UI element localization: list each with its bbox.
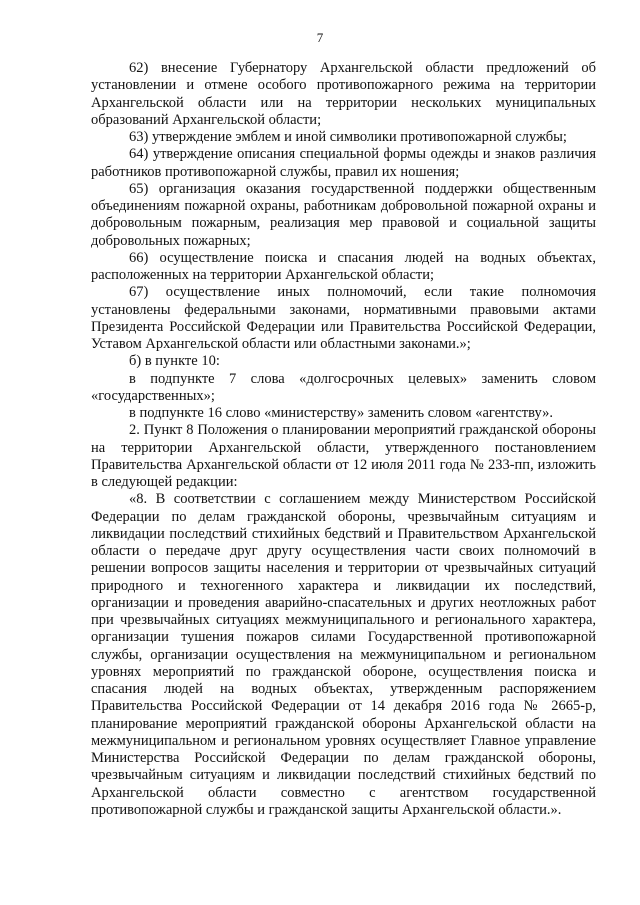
document-body [91, 60, 596, 819]
paragraph-subitem-7: в подпункте 7 слова «долгосрочных целевых» заменить словом «государственных»; [91, 370, 596, 404]
paragraph-subitem-16: в подпункте 16 слово «министерству» заменить словом «агентству». [129, 405, 553, 421]
paragraph-item-63: 63) утверждение эмблем и иной символики противопожарной службы; [129, 129, 567, 145]
paragraph-item-67: 67) осуществление иных полномочий, если такие полномочия установлены федеральными законами, нормативными правовыми актами Президента Российской Федерации или Правительства Российской Федерации, Уставом Архангельской области или областными законами.»; [91, 284, 596, 352]
paragraph-quoted-point-8: «8. В соответствии с соглашением между Министерством Российской Федерации по делам гражданской обороны, чрезвычайным ситуациям и ликвидации последствий стихийных бедствий и Правительством Архангельской области о передаче друг другу осуществления части своих полномочий в решении вопросов защиты населения и территории от чрезвычайных ситуаций природного и техногенного характера и ликвидации их последствий, организации и проведения аварийно-спасательных и других неотложных работ при чрезвычайных ситуациях межмуниципального и регионального характера, организации тушения пожаров силами Государственной противопожарной службы, организации осуществления на межмуниципальном и региональном уровнях мероприятий по гражданской обороне, осуществления поиска и спасания людей на водных объектах, утвержденным распоряжением Правительства Российской Федерации от 14 декабря 2016 года № 2665-р, планирование мероприятий гражданской обороны Архангельской области на межмуниципальном и региональном уровнях осуществляет Главное управление Министерства Российской Федерации по делам гражданской обороны, чрезвычайным ситуациям и ликвидации последствий стихийных бедствий по Архангельской области совместно с агентством государственной противопожарной службы и гражданской защиты Архангельской области.». [91, 491, 596, 818]
paragraph-subpoint-b: б) в пункте 10: [129, 353, 220, 370]
paragraph-section-2: 2. Пункт 8 Положения о планировании мероприятий гражданской обороны на территории Архангельской области, утвержденного постановлением Правительства Архангельской области от 12 июля 2011 года № 233-пп, изложить в следующей редакции: [91, 422, 596, 490]
page-number: 7 [316, 30, 324, 45]
paragraph-item-62: 62) внесение Губернатору Архангельской области предложений об установлении и отмене особого противопожарного режима на территории Архангельской области или на территории нескольких муниципальных образований Архангельской области; [91, 60, 596, 128]
paragraph-item-64: 64) утверждение описания специальной формы одежды и знаков различия работников противопожарной службы, правил их ношения; [91, 146, 596, 180]
paragraph-item-65: 65) организация оказания государственной поддержки общественным объединениям пожарной охраны, работникам добровольной пожарной охраны и добровольным пожарным, реализация мер правовой и социальной защиты добровольных пожарных; [91, 180, 596, 249]
paragraph-item-66: 66) осуществление поиска и спасания людей на водных объектах, расположенных на территории Архангельской области; [91, 249, 596, 283]
